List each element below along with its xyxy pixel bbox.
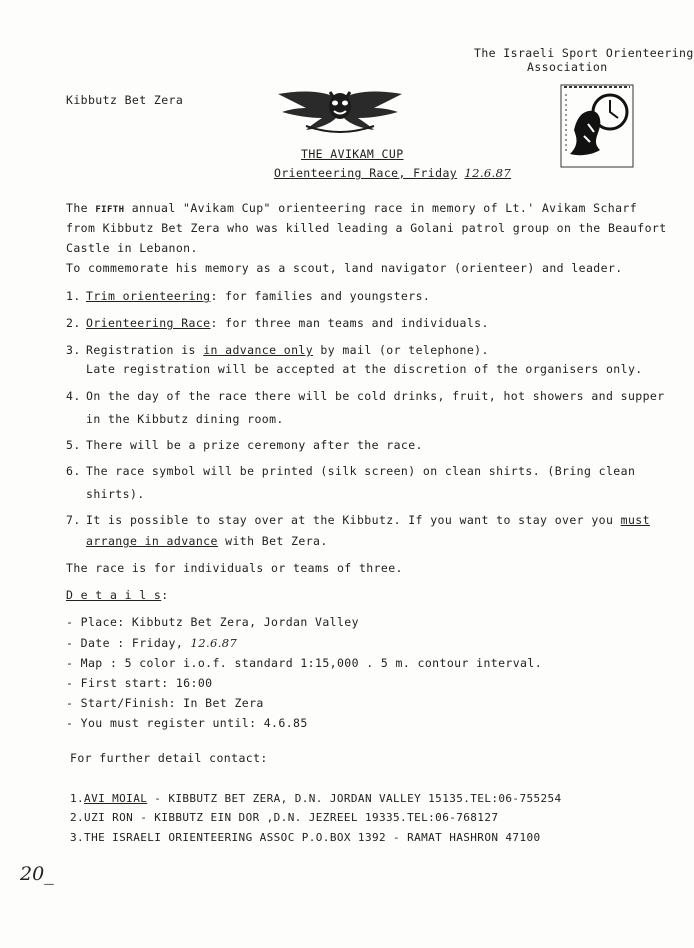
document-title: THE AVIKAM CUP	[301, 147, 404, 161]
details-heading-text: D e t a i l s	[66, 588, 162, 602]
orienteering-association-logo-icon	[560, 84, 634, 168]
item-text: It is possible to stay over at the Kibbutz. If you want to stay over you	[86, 513, 614, 527]
contact-1-text: - KIBBUTZ BET ZERA, D.N. JORDAN VALLEY 15135.TEL:06-755254	[147, 792, 562, 805]
race-for-line: The race is for individuals or teams of three.	[66, 561, 403, 575]
list-item-5	[66, 438, 423, 452]
item-text: On the day of the race there will be cold drinks, fruit, hot showers and supper	[86, 389, 665, 403]
list-item-2	[66, 316, 489, 330]
detail-date-label: - Date : Friday,	[66, 636, 184, 650]
in-advance-only: in advance only	[203, 343, 314, 357]
detail-date	[66, 636, 237, 650]
details-heading-colon: :	[161, 588, 169, 602]
contact-2: 2.UZI RON - KIBBUTZ EIN DOR ,D.N. JEZREEL 19335.TEL:06-768127	[70, 811, 499, 824]
winged-emblem-icon	[276, 86, 404, 136]
contact-1-name: AVI MOIAL	[84, 792, 148, 805]
item-text: There will be a prize ceremony after the race.	[86, 438, 423, 452]
page-number-text: 20	[20, 863, 45, 885]
page-number-dash: _	[44, 863, 54, 885]
intro-line3: Castle in Lebanon.	[66, 241, 198, 255]
intro-line1: annual "Avikam Cup" orienteering race in memory of Lt.' Avikam Scharf	[131, 201, 638, 215]
trim-orienteering-label: Trim orienteering	[86, 289, 211, 303]
item-text: The race symbol will be printed (silk screen) on clean shirts. (Bring clean	[86, 464, 636, 478]
intro-line4: To commemorate his memory as a scout, land navigator (orienteer) and leader.	[66, 261, 623, 275]
details-heading	[66, 588, 169, 602]
orienteering-race-label: Orienteering Race	[86, 316, 211, 330]
race-date: 12.6.87	[464, 166, 512, 180]
detail-date-value: 12.6.87	[190, 636, 238, 650]
arrange-in-advance: arrange in advance	[86, 534, 218, 548]
item-number: 4.	[66, 389, 81, 403]
document-subtitle: Orienteering Race, Friday	[274, 166, 458, 180]
contact-heading: For further detail contact:	[70, 751, 268, 765]
intro-fifth: FIFTH	[95, 205, 125, 215]
list-item-7-line2	[86, 534, 328, 548]
detail-map: - Map : 5 color i.o.f. standard 1:15,000 . 5 m. contour interval.	[66, 656, 543, 670]
list-item-7	[66, 513, 650, 527]
kibbutz-name: Kibbutz Bet Zera	[66, 93, 184, 107]
detail-place: - Place: Kibbutz Bet Zera, Jordan Valley	[66, 615, 359, 629]
item-text: by mail (or telephone).	[320, 343, 489, 357]
item-number: 3.	[66, 343, 81, 357]
list-item-3	[66, 343, 489, 357]
page-number	[20, 863, 54, 885]
association-line2: Association	[527, 60, 608, 74]
must-label: must	[620, 513, 650, 527]
item-text: : for families and youngsters.	[210, 289, 431, 303]
detail-first-start: - First start: 16:00	[66, 676, 213, 690]
intro-line2: from Kibbutz Bet Zera who was killed leading a Golani patrol group on the Beaufort	[66, 221, 667, 235]
list-item-6	[66, 464, 635, 478]
item-text: : for three man teams and individuals.	[210, 316, 489, 330]
item-number: 7.	[66, 513, 81, 527]
item-number: 6.	[66, 464, 81, 478]
item-text: with Bet Zera.	[225, 534, 328, 548]
intro-the: The	[66, 201, 88, 215]
contact-3: 3.THE ISRAELI ORIENTEERING ASSOC P.O.BOX 1392 - RAMAT HASHRON 47100	[70, 831, 541, 844]
detail-start-finish: - Start/Finish: In Bet Zera	[66, 696, 264, 710]
item-number: 5.	[66, 438, 81, 452]
list-item-4-line2: in the Kibbutz dining room.	[86, 412, 284, 426]
list-item-1	[66, 289, 430, 303]
list-item-6-line2: shirts).	[86, 487, 145, 501]
contact-1	[70, 792, 562, 805]
association-line1: The Israeli Sport Orienteering	[474, 46, 694, 60]
item-number: 1.	[66, 289, 81, 303]
item-number: 2.	[66, 316, 81, 330]
detail-register: - You must register until: 4.6.85	[66, 716, 308, 730]
list-item-4	[66, 389, 665, 403]
contact-number: 1.	[70, 792, 85, 805]
item-text: Registration is	[86, 343, 196, 357]
list-item-3-line2: Late registration will be accepted at the discretion of the organisers only.	[86, 362, 643, 376]
